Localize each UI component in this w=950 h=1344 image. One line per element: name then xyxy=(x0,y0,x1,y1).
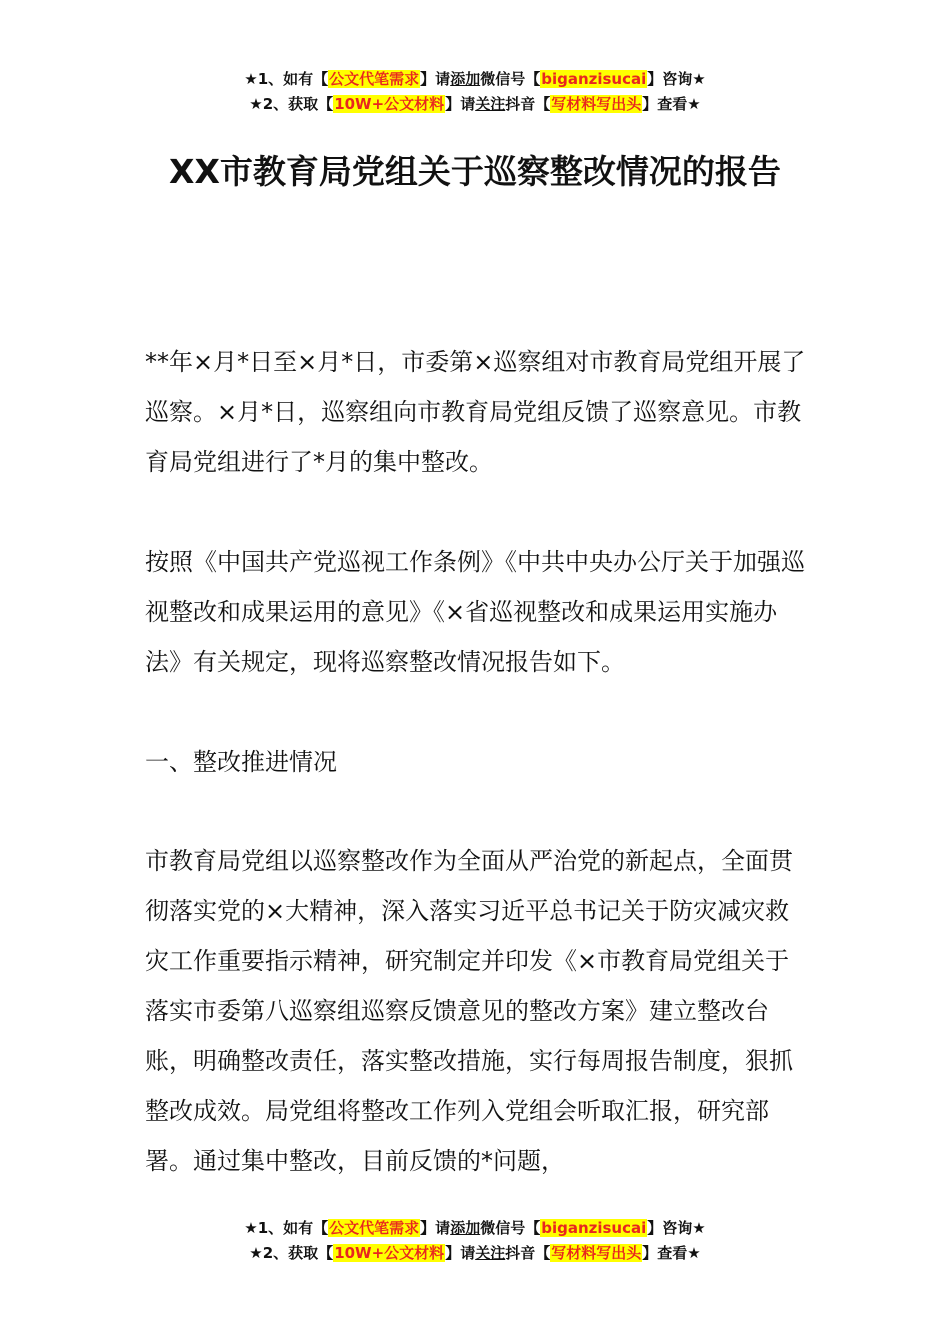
promo-line-2-mid2: 抖音【 xyxy=(505,95,551,113)
promo-line-1-prefix: ★1、如有【 xyxy=(244,70,329,88)
paragraph-intro: **年×月*日至×月*日，市委第×巡察组对市教育局党组开展了巡察。×月*日，巡察组向市教育局党组反馈了巡察意见。市教育局党组进行了*月的集中整改。 xyxy=(145,348,806,476)
promo-highlight-wechat-id: biganzisucai xyxy=(541,70,647,88)
promo-line-1-suffix: 】咨询★ xyxy=(647,1219,706,1237)
promo-line-1-mid2: 微信号【 xyxy=(480,70,541,88)
paragraph-basis: 按照《中国共产党巡视工作条例》《中共中央办公厅关于加强巡视整改和成果运用的意见》《×省巡视整改和成果运用实施办法》有关规定，现将巡察整改情况报告如下。 xyxy=(145,548,805,676)
promo-emphasis-add: 添加 xyxy=(450,1219,481,1237)
section-heading: 一、整改推进情况 xyxy=(145,748,337,776)
promo-line-1-mid: 】请 xyxy=(420,1219,451,1237)
promo-line-2-prefix: ★2、获取【 xyxy=(249,95,334,113)
footer-promo-banner xyxy=(0,1216,950,1266)
promo-line-2-prefix: ★2、获取【 xyxy=(249,1244,334,1262)
promo-line-2-mid: 】请 xyxy=(445,95,476,113)
promo-line-2-mid: 】请 xyxy=(445,1244,476,1262)
promo-emphasis-follow: 关注 xyxy=(475,95,506,113)
promo-line-1-mid2: 微信号【 xyxy=(480,1219,541,1237)
promo-highlight-service: 公文代笔需求 xyxy=(329,70,420,88)
promo-highlight-wechat-id: biganzisucai xyxy=(541,1219,647,1237)
promo-emphasis-follow: 关注 xyxy=(475,1244,506,1262)
promo-line-1 xyxy=(0,1216,950,1241)
promo-highlight-service: 公文代笔需求 xyxy=(329,1219,420,1237)
promo-emphasis-add: 添加 xyxy=(450,70,481,88)
promo-line-1-suffix: 】咨询★ xyxy=(647,70,706,88)
promo-line-2 xyxy=(0,92,950,117)
promo-line-2 xyxy=(0,1241,950,1266)
promo-highlight-douyin: 写材料写出头 xyxy=(551,1244,642,1262)
promo-line-2-suffix: 】查看★ xyxy=(642,1244,701,1262)
promo-line-2-mid2: 抖音【 xyxy=(505,1244,551,1262)
header-promo-banner xyxy=(0,67,950,117)
promo-line-2-suffix: 】查看★ xyxy=(642,95,701,113)
promo-highlight-douyin: 写材料写出头 xyxy=(551,95,642,113)
promo-line-1 xyxy=(0,67,950,92)
promo-highlight-materials: 10W+公文材料 xyxy=(334,95,445,113)
promo-line-1-mid: 】请 xyxy=(420,70,451,88)
document-title: XX市教育局党组关于巡察整改情况的报告 xyxy=(169,152,781,191)
paragraph-progress: 市教育局党组以巡察整改作为全面从严治党的新起点，全面贯彻落实党的×大精神，深入落实习近平总书记关于防灾减灾救灾工作重要指示精神，研究制定并印发《×市教育局党组关于落实市委第八巡察组巡察反馈意见的整改方案》建立整改台账，明确整改责任，落实整改措施，实行每周报告制度，狠抓整改成效。局党组将整改工作列入党组会听取汇报，研究部署。通过集中整改，目前反馈的*问题， xyxy=(145,847,793,1175)
promo-highlight-materials: 10W+公文材料 xyxy=(334,1244,445,1262)
promo-line-1-prefix: ★1、如有【 xyxy=(244,1219,329,1237)
